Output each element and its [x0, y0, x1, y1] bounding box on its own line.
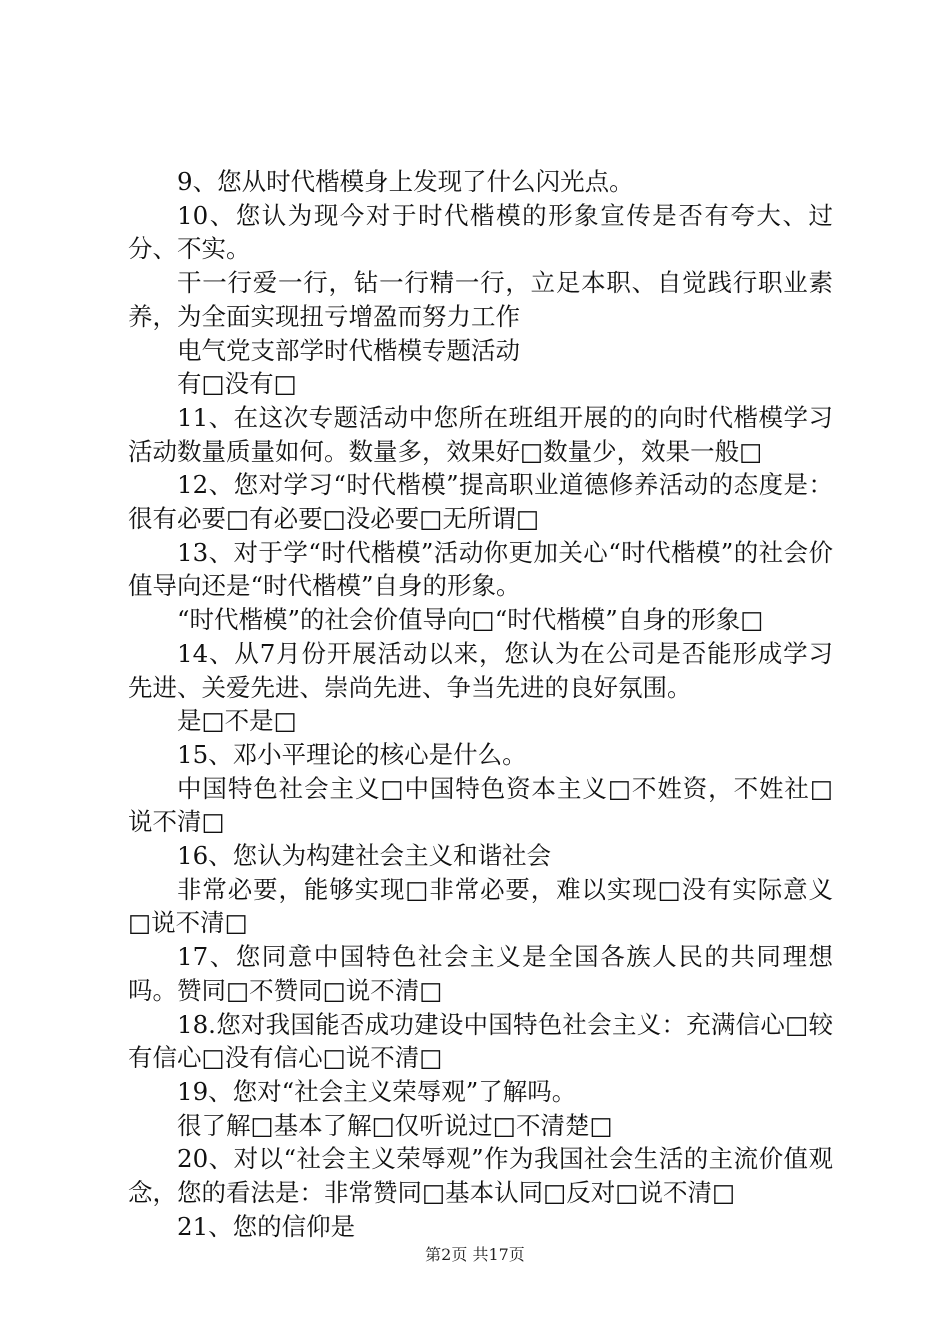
paragraph-q15: 15、邓小平理论的核心是什么。 — [177, 739, 527, 769]
paragraph-q18: 18.您对我国能否成功建设中国特色社会主义：充满信心□较有信心□没有信心□说不清□ — [128, 1009, 833, 1073]
paragraph-q15-options: 中国特色社会主义□中国特色资本主义□不姓资，不姓社□说不清□ — [128, 773, 833, 837]
paragraph-q9: 9、您从时代楷模身上发现了什么闪光点。 — [177, 167, 634, 196]
paragraph-options-have: 有□没有□ — [177, 369, 297, 399]
paragraph-activity-title: 电气党支部学时代楷模专题活动 — [177, 335, 520, 365]
page-footer: 第2页 共17页 — [425, 1245, 525, 1264]
paragraph-q12: 12、您对学习“时代楷模”提高职业道德修养活动的态度是：很有必要□有必要□没必要□无所谓□ — [128, 470, 833, 534]
paragraph-q16-options: 非常必要，能够实现□非常必要，难以实现□没有实际意义□说不清□ — [128, 874, 833, 938]
paragraph-q10: 10、您认为现今对于时代楷模的形象宣传是否有夸大、过分、不实。 — [128, 200, 833, 264]
paragraph-slogan: 干一行爱一行，钻一行精一行，立足本职、自觉践行职业素养，为全面实现扭亏增盈而努力工作 — [128, 268, 833, 331]
paragraph-q13-options: “时代楷模”的社会价值导向□“时代楷模”自身的形象□ — [177, 605, 764, 635]
paragraph-q13: 13、对于学“时代楷模”活动你更加关心“时代楷模”的社会价值导向还是“时代楷模”自身的形象。 — [128, 537, 833, 601]
paragraph-q20: 20、对以“社会主义荣辱观”作为我国社会生活的主流价值观念，您的看法是：非常赞同□基本认同□反对□说不清□ — [128, 1144, 833, 1208]
paragraph-q17: 17、您同意中国特色社会主义是全国各族人民的共同理想吗。赞同□不赞同□说不清□ — [128, 942, 833, 1005]
paragraph-q19: 19、您对“社会主义荣辱观”了解吗。 — [177, 1076, 577, 1106]
paragraph-q14: 14、从7月份开展活动以来，您认为在公司是否能形成学习先进、关爱先进、崇尚先进、争当先进的良好氛围。 — [128, 638, 833, 702]
paragraph-q11: 11、在这次专题活动中您所在班组开展的的向时代楷模学习活动数量质量如何。数量多，效果好□数量少，效果一般□ — [128, 402, 833, 466]
paragraph-q14-options: 是□不是□ — [177, 706, 297, 736]
paragraph-q16: 16、您认为构建社会主义和谐社会 — [177, 841, 552, 871]
document-body — [128, 165, 833, 1244]
paragraph-q19-options: 很了解□基本了解□仅听说过□不清楚□ — [177, 1110, 613, 1140]
paragraph-q21: 21、您的信仰是 — [177, 1211, 356, 1241]
